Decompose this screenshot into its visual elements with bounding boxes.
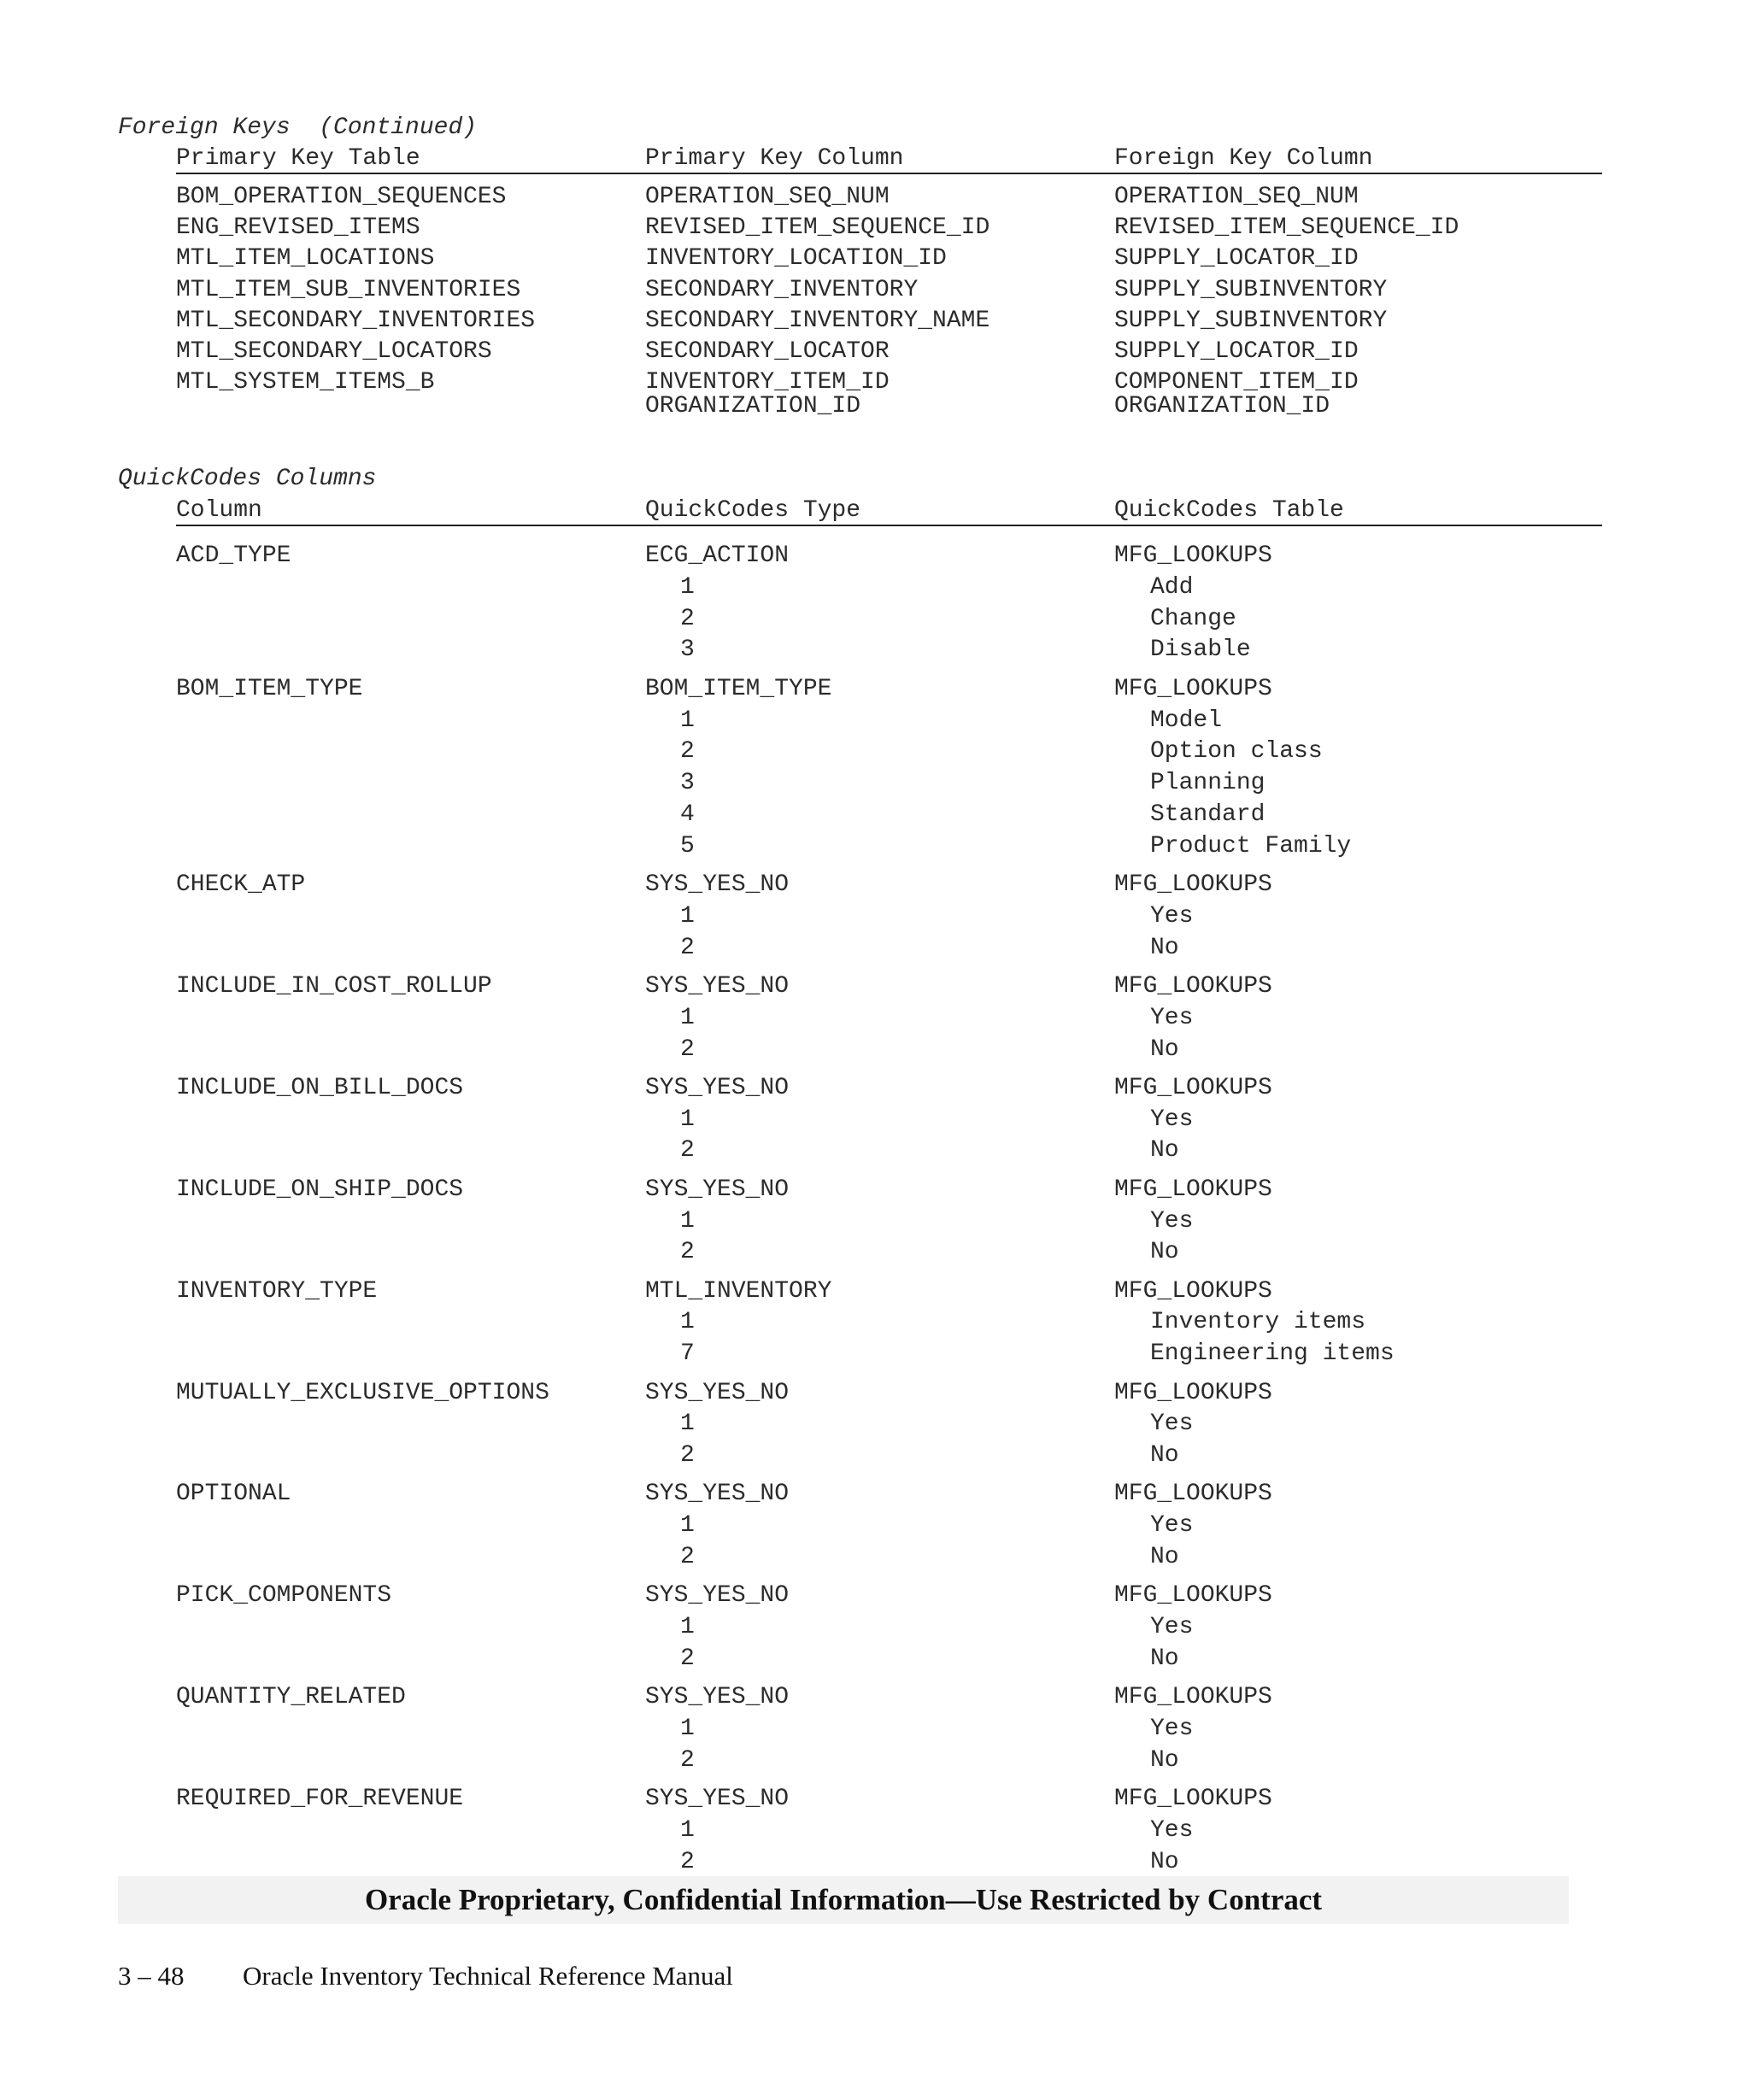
qc-table-cell: MFG_LOOKUPS — [1114, 1176, 1272, 1203]
qc-column-cell: REQUIRED_FOR_REVENUE — [176, 1786, 464, 1813]
fk-pk-column-cell: OPERATION_SEQ_NUM — [645, 184, 890, 210]
fk-fk-column-cell: SUPPLY_SUBINVENTORY — [1114, 307, 1388, 334]
fk-fk-column-cell: SUPPLY_LOCATOR_ID — [1114, 338, 1359, 365]
fk-table-cell: MTL_ITEM_LOCATIONS — [176, 245, 435, 273]
qc-column-cell: ACD_TYPE — [176, 543, 291, 569]
qc-code-cell: 2 — [680, 1645, 695, 1672]
fk-header-rule — [176, 173, 1602, 174]
qc-code-cell: 2 — [680, 1442, 695, 1469]
qc-meaning-cell: No — [1150, 1645, 1179, 1672]
qc-header-quickcodes-type: QuickCodes Type — [645, 497, 861, 524]
qc-meaning-cell: Yes — [1150, 1004, 1194, 1031]
qc-code-cell: 5 — [680, 832, 695, 859]
qc-code-cell: 1 — [680, 573, 695, 601]
qc-meaning-cell: No — [1150, 1848, 1179, 1875]
quickcodes-title: QuickCodes Columns — [118, 466, 377, 492]
qc-column-cell: INVENTORY_TYPE — [176, 1277, 378, 1305]
fk-fk-column-cell: SUPPLY_LOCATOR_ID — [1114, 245, 1359, 273]
qc-meaning-cell: Planning — [1150, 770, 1266, 797]
fk-pk-column-cell: REVISED_ITEM_SEQUENCE_ID — [645, 214, 990, 242]
fk-table-cell: ENG_REVISED_ITEMS — [176, 214, 420, 242]
qc-meaning-cell: Disable — [1150, 636, 1251, 664]
qc-meaning-cell: Add — [1150, 573, 1194, 601]
manual-title: Oracle Inventory Technical Reference Manual — [243, 1961, 733, 1991]
qc-type-cell: SYS_YES_NO — [645, 1786, 790, 1813]
qc-meaning-cell: No — [1150, 934, 1179, 961]
qc-code-cell: 2 — [680, 934, 695, 961]
qc-table-cell: MFG_LOOKUPS — [1114, 1786, 1272, 1813]
qc-code-cell: 1 — [680, 1004, 695, 1031]
qc-meaning-cell: Yes — [1150, 1512, 1194, 1540]
qc-column-cell: INCLUDE_ON_BILL_DOCS — [176, 1074, 464, 1101]
qc-meaning-cell: Yes — [1150, 1816, 1194, 1844]
qc-type-cell: MTL_INVENTORY — [645, 1277, 832, 1305]
qc-meaning-cell: Yes — [1150, 902, 1194, 930]
fk-pk-column-cell: ORGANIZATION_ID — [645, 393, 861, 420]
qc-meaning-cell: Model — [1150, 707, 1223, 734]
qc-meaning-cell: Standard — [1150, 801, 1266, 828]
qc-type-cell: BOM_ITEM_TYPE — [645, 675, 832, 702]
qc-table-cell: MFG_LOOKUPS — [1114, 1074, 1272, 1101]
confidential-banner: Oracle Proprietary, Confidential Information––Use Restricted by Contract — [118, 1876, 1569, 1924]
qc-code-cell: 1 — [680, 1106, 695, 1133]
qc-table-cell: MFG_LOOKUPS — [1114, 675, 1272, 702]
qc-code-cell: 7 — [680, 1340, 695, 1368]
qc-column-cell: BOM_ITEM_TYPE — [176, 675, 363, 702]
fk-table-cell: MTL_SECONDARY_LOCATORS — [176, 338, 492, 365]
fk-fk-column-cell: ORGANIZATION_ID — [1114, 393, 1330, 420]
qc-code-cell: 3 — [680, 770, 695, 797]
qc-column-cell: OPTIONAL — [176, 1481, 291, 1508]
qc-column-cell: INCLUDE_IN_COST_ROLLUP — [176, 972, 492, 1000]
qc-code-cell: 4 — [680, 801, 695, 828]
qc-table-cell: MFG_LOOKUPS — [1114, 1481, 1272, 1508]
qc-table-cell: MFG_LOOKUPS — [1114, 1582, 1272, 1610]
qc-meaning-cell: Inventory items — [1150, 1309, 1366, 1336]
qc-meaning-cell: Option class — [1150, 738, 1323, 766]
page-number: 3 – 48 — [118, 1961, 185, 1991]
qc-column-cell: CHECK_ATP — [176, 871, 306, 898]
qc-meaning-cell: Yes — [1150, 1106, 1194, 1133]
fk-table-cell: MTL_ITEM_SUB_INVENTORIES — [176, 276, 521, 303]
qc-type-cell: SYS_YES_NO — [645, 972, 790, 1000]
qc-meaning-cell: Engineering items — [1150, 1340, 1395, 1368]
fk-header-primary-key-table: Primary Key Table — [176, 145, 420, 172]
qc-code-cell: 1 — [680, 902, 695, 930]
qc-meaning-cell: No — [1150, 1442, 1179, 1469]
qc-type-cell: SYS_YES_NO — [645, 871, 790, 898]
fk-header-foreign-key-column: Foreign Key Column — [1114, 145, 1373, 172]
fk-fk-column-cell: REVISED_ITEM_SEQUENCE_ID — [1114, 214, 1459, 242]
qc-code-cell: 2 — [680, 1848, 695, 1875]
foreign-keys-title: Foreign Keys (Continued) — [118, 114, 478, 141]
qc-code-cell: 1 — [680, 1309, 695, 1336]
qc-table-cell: MFG_LOOKUPS — [1114, 871, 1272, 898]
qc-meaning-cell: Yes — [1150, 1716, 1194, 1742]
qc-column-cell: MUTUALLY_EXCLUSIVE_OPTIONS — [176, 1379, 549, 1406]
qc-code-cell: 1 — [680, 1512, 695, 1540]
qc-meaning-cell: Yes — [1150, 1411, 1194, 1438]
qc-code-cell: 1 — [680, 1411, 695, 1438]
qc-header-column: Column — [176, 497, 262, 524]
qc-column-cell: INCLUDE_ON_SHIP_DOCS — [176, 1176, 464, 1203]
qc-table-cell: MFG_LOOKUPS — [1114, 1277, 1272, 1305]
qc-code-cell: 2 — [680, 1035, 695, 1063]
qc-type-cell: SYS_YES_NO — [645, 1582, 790, 1610]
qc-code-cell: 1 — [680, 707, 695, 734]
fk-table-cell: MTL_SYSTEM_ITEMS_B — [176, 369, 435, 396]
fk-pk-column-cell: INVENTORY_ITEM_ID — [645, 369, 890, 396]
qc-column-cell: QUANTITY_RELATED — [176, 1684, 406, 1711]
qc-header-rule — [176, 525, 1602, 526]
qc-code-cell: 1 — [680, 1614, 695, 1641]
qc-table-cell: MFG_LOOKUPS — [1114, 1684, 1272, 1711]
qc-meaning-cell: No — [1150, 1035, 1179, 1063]
qc-type-cell: SYS_YES_NO — [645, 1684, 790, 1711]
qc-meaning-cell: No — [1150, 1746, 1179, 1774]
qc-code-cell: 2 — [680, 1137, 695, 1164]
qc-type-cell: SYS_YES_NO — [645, 1481, 790, 1508]
qc-code-cell: 2 — [680, 1239, 695, 1266]
qc-type-cell: ECG_ACTION — [645, 543, 790, 569]
qc-code-cell: 2 — [680, 738, 695, 766]
qc-column-cell: PICK_COMPONENTS — [176, 1582, 392, 1610]
qc-meaning-cell: No — [1150, 1239, 1179, 1266]
fk-pk-column-cell: INVENTORY_LOCATION_ID — [645, 245, 947, 273]
qc-header-quickcodes-table: QuickCodes Table — [1114, 497, 1344, 524]
qc-table-cell: MFG_LOOKUPS — [1114, 543, 1272, 569]
fk-header-primary-key-column: Primary Key Column — [645, 145, 904, 172]
fk-pk-column-cell: SECONDARY_LOCATOR — [645, 338, 890, 365]
qc-meaning-cell: No — [1150, 1137, 1179, 1164]
qc-type-cell: SYS_YES_NO — [645, 1176, 790, 1203]
qc-table-cell: MFG_LOOKUPS — [1114, 972, 1272, 1000]
fk-fk-column-cell: SUPPLY_SUBINVENTORY — [1114, 276, 1388, 303]
fk-pk-column-cell: SECONDARY_INVENTORY_NAME — [645, 307, 990, 334]
qc-meaning-cell: Change — [1150, 605, 1236, 632]
qc-code-cell: 2 — [680, 605, 695, 632]
qc-meaning-cell: No — [1150, 1544, 1179, 1570]
fk-pk-column-cell: SECONDARY_INVENTORY — [645, 276, 919, 303]
fk-table-cell: MTL_SECONDARY_INVENTORIES — [176, 307, 536, 334]
qc-code-cell: 1 — [680, 1207, 695, 1235]
fk-fk-column-cell: COMPONENT_ITEM_ID — [1114, 369, 1359, 396]
qc-code-cell: 2 — [680, 1544, 695, 1570]
qc-table-cell: MFG_LOOKUPS — [1114, 1379, 1272, 1406]
fk-table-cell: BOM_OPERATION_SEQUENCES — [176, 184, 507, 210]
qc-code-cell: 3 — [680, 636, 695, 664]
qc-code-cell: 1 — [680, 1816, 695, 1844]
qc-type-cell: SYS_YES_NO — [645, 1379, 790, 1406]
qc-type-cell: SYS_YES_NO — [645, 1074, 790, 1101]
qc-code-cell: 2 — [680, 1746, 695, 1774]
qc-code-cell: 1 — [680, 1716, 695, 1742]
fk-fk-column-cell: OPERATION_SEQ_NUM — [1114, 184, 1359, 210]
qc-meaning-cell: Yes — [1150, 1614, 1194, 1641]
qc-meaning-cell: Product Family — [1150, 832, 1352, 859]
qc-meaning-cell: Yes — [1150, 1207, 1194, 1235]
